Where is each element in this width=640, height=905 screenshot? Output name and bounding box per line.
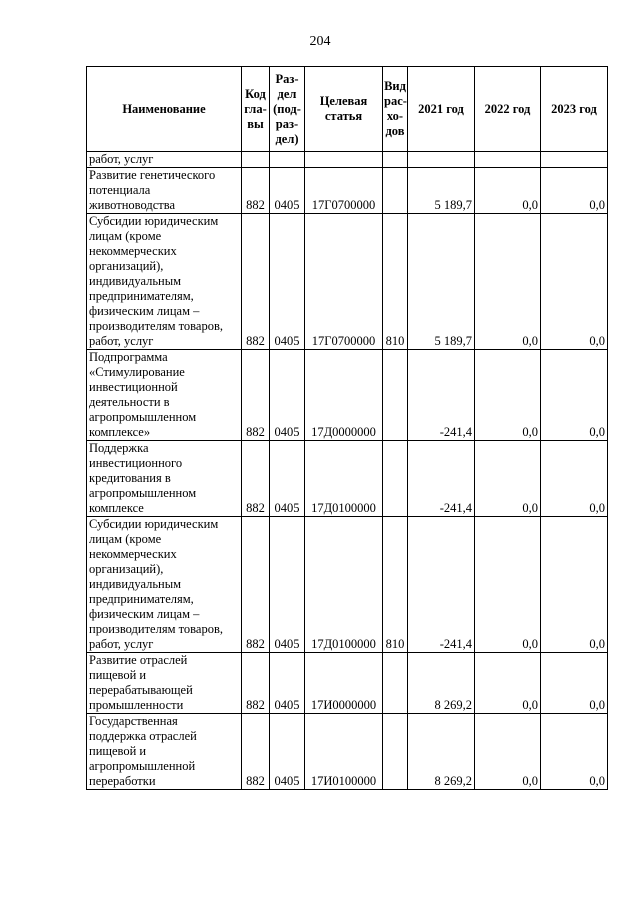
cell-section: 0405 bbox=[270, 168, 305, 214]
table-row bbox=[87, 350, 608, 441]
cell-target: 17И0000000 bbox=[305, 653, 383, 714]
header-2022: 2022 год bbox=[475, 67, 541, 152]
cell-name: Развитие отраслей пищевой и перерабатывающей промышленности bbox=[87, 653, 242, 714]
cell-y2022: 0,0 bbox=[475, 350, 541, 441]
table-row bbox=[87, 653, 608, 714]
cell-y2021: 8 269,2 bbox=[408, 714, 475, 790]
cell-name: Развитие генетического потенциала животноводства bbox=[87, 168, 242, 214]
cell-target: 17Г0700000 bbox=[305, 214, 383, 350]
cell-type bbox=[383, 152, 408, 168]
header-expense-type: Вид рас- хо- дов bbox=[383, 67, 408, 152]
cell-code: 882 bbox=[242, 168, 270, 214]
cell-y2023: 0,0 bbox=[541, 653, 608, 714]
cell-section: 0405 bbox=[270, 714, 305, 790]
cell-type bbox=[383, 714, 408, 790]
cell-type: 810 bbox=[383, 517, 408, 653]
header-2023: 2023 год bbox=[541, 67, 608, 152]
cell-code bbox=[242, 152, 270, 168]
cell-y2023: 0,0 bbox=[541, 517, 608, 653]
cell-y2021: -241,4 bbox=[408, 517, 475, 653]
cell-name: Государственная поддержка отраслей пищевой и агропромышленной переработки bbox=[87, 714, 242, 790]
table-row-continuation bbox=[87, 152, 608, 168]
table-row bbox=[87, 214, 608, 350]
table-row bbox=[87, 517, 608, 653]
table-header bbox=[87, 67, 608, 152]
cell-y2022: 0,0 bbox=[475, 517, 541, 653]
cell-type bbox=[383, 350, 408, 441]
cell-y2021: 8 269,2 bbox=[408, 653, 475, 714]
table-body bbox=[87, 152, 608, 790]
table-row bbox=[87, 168, 608, 214]
cell-section: 0405 bbox=[270, 350, 305, 441]
cell-section: 0405 bbox=[270, 214, 305, 350]
cell-type: 810 bbox=[383, 214, 408, 350]
table-row bbox=[87, 441, 608, 517]
cell-2022 bbox=[475, 152, 541, 168]
budget-table bbox=[86, 66, 608, 790]
cell-y2022: 0,0 bbox=[475, 214, 541, 350]
cell-type bbox=[383, 168, 408, 214]
cell-y2021: -241,4 bbox=[408, 350, 475, 441]
header-2021: 2021 год bbox=[408, 67, 475, 152]
cell-code: 882 bbox=[242, 214, 270, 350]
cell-target: 17Д0100000 bbox=[305, 517, 383, 653]
cell-y2021: 5 189,7 bbox=[408, 168, 475, 214]
cell-y2022: 0,0 bbox=[475, 653, 541, 714]
cell-code: 882 bbox=[242, 653, 270, 714]
page-number: 204 bbox=[309, 34, 331, 49]
cell-y2023: 0,0 bbox=[541, 714, 608, 790]
cell-name: Субсидии юридическим лицам (кроме некоммерческих организаций), индивидуальным предпринимателям, физическим лицам – производителям товаров, работ, услуг bbox=[87, 517, 242, 653]
cell-type bbox=[383, 653, 408, 714]
cell-y2022: 0,0 bbox=[475, 714, 541, 790]
cell-2021 bbox=[408, 152, 475, 168]
cell-y2023: 0,0 bbox=[541, 214, 608, 350]
cell-target bbox=[305, 152, 383, 168]
cell-name: Поддержка инвестиционного кредитования в агропромышленном комплексе bbox=[87, 441, 242, 517]
cell-code: 882 bbox=[242, 441, 270, 517]
cell-y2021: 5 189,7 bbox=[408, 214, 475, 350]
cell-section bbox=[270, 152, 305, 168]
cell-y2022: 0,0 bbox=[475, 441, 541, 517]
cell-target: 17Г0700000 bbox=[305, 168, 383, 214]
header-name: Наименование bbox=[87, 67, 242, 152]
cell-target: 17И0100000 bbox=[305, 714, 383, 790]
cell-code: 882 bbox=[242, 350, 270, 441]
cell-code: 882 bbox=[242, 714, 270, 790]
cell-type bbox=[383, 441, 408, 517]
cell-name: работ, услуг bbox=[87, 152, 242, 168]
cell-name: Субсидии юридическим лицам (кроме некоммерческих организаций), индивидуальным предпринимателям, физическим лицам – производителям товаров, работ, услуг bbox=[87, 214, 242, 350]
cell-target: 17Д0100000 bbox=[305, 441, 383, 517]
cell-section: 0405 bbox=[270, 653, 305, 714]
header-code: Код гла- вы bbox=[242, 67, 270, 152]
cell-section: 0405 bbox=[270, 441, 305, 517]
cell-y2023: 0,0 bbox=[541, 441, 608, 517]
cell-y2023: 0,0 bbox=[541, 350, 608, 441]
cell-y2022: 0,0 bbox=[475, 168, 541, 214]
cell-section: 0405 bbox=[270, 517, 305, 653]
cell-2023 bbox=[541, 152, 608, 168]
cell-y2021: -241,4 bbox=[408, 441, 475, 517]
cell-target: 17Д0000000 bbox=[305, 350, 383, 441]
cell-name: Подпрограмма «Стимулирование инвестиционной деятельности в агропромышленном комплексе» bbox=[87, 350, 242, 441]
table-row bbox=[87, 714, 608, 790]
cell-y2023: 0,0 bbox=[541, 168, 608, 214]
cell-code: 882 bbox=[242, 517, 270, 653]
header-section: Раз- дел (под- раз- дел) bbox=[270, 67, 305, 152]
header-target: Целевая статья bbox=[305, 67, 383, 152]
